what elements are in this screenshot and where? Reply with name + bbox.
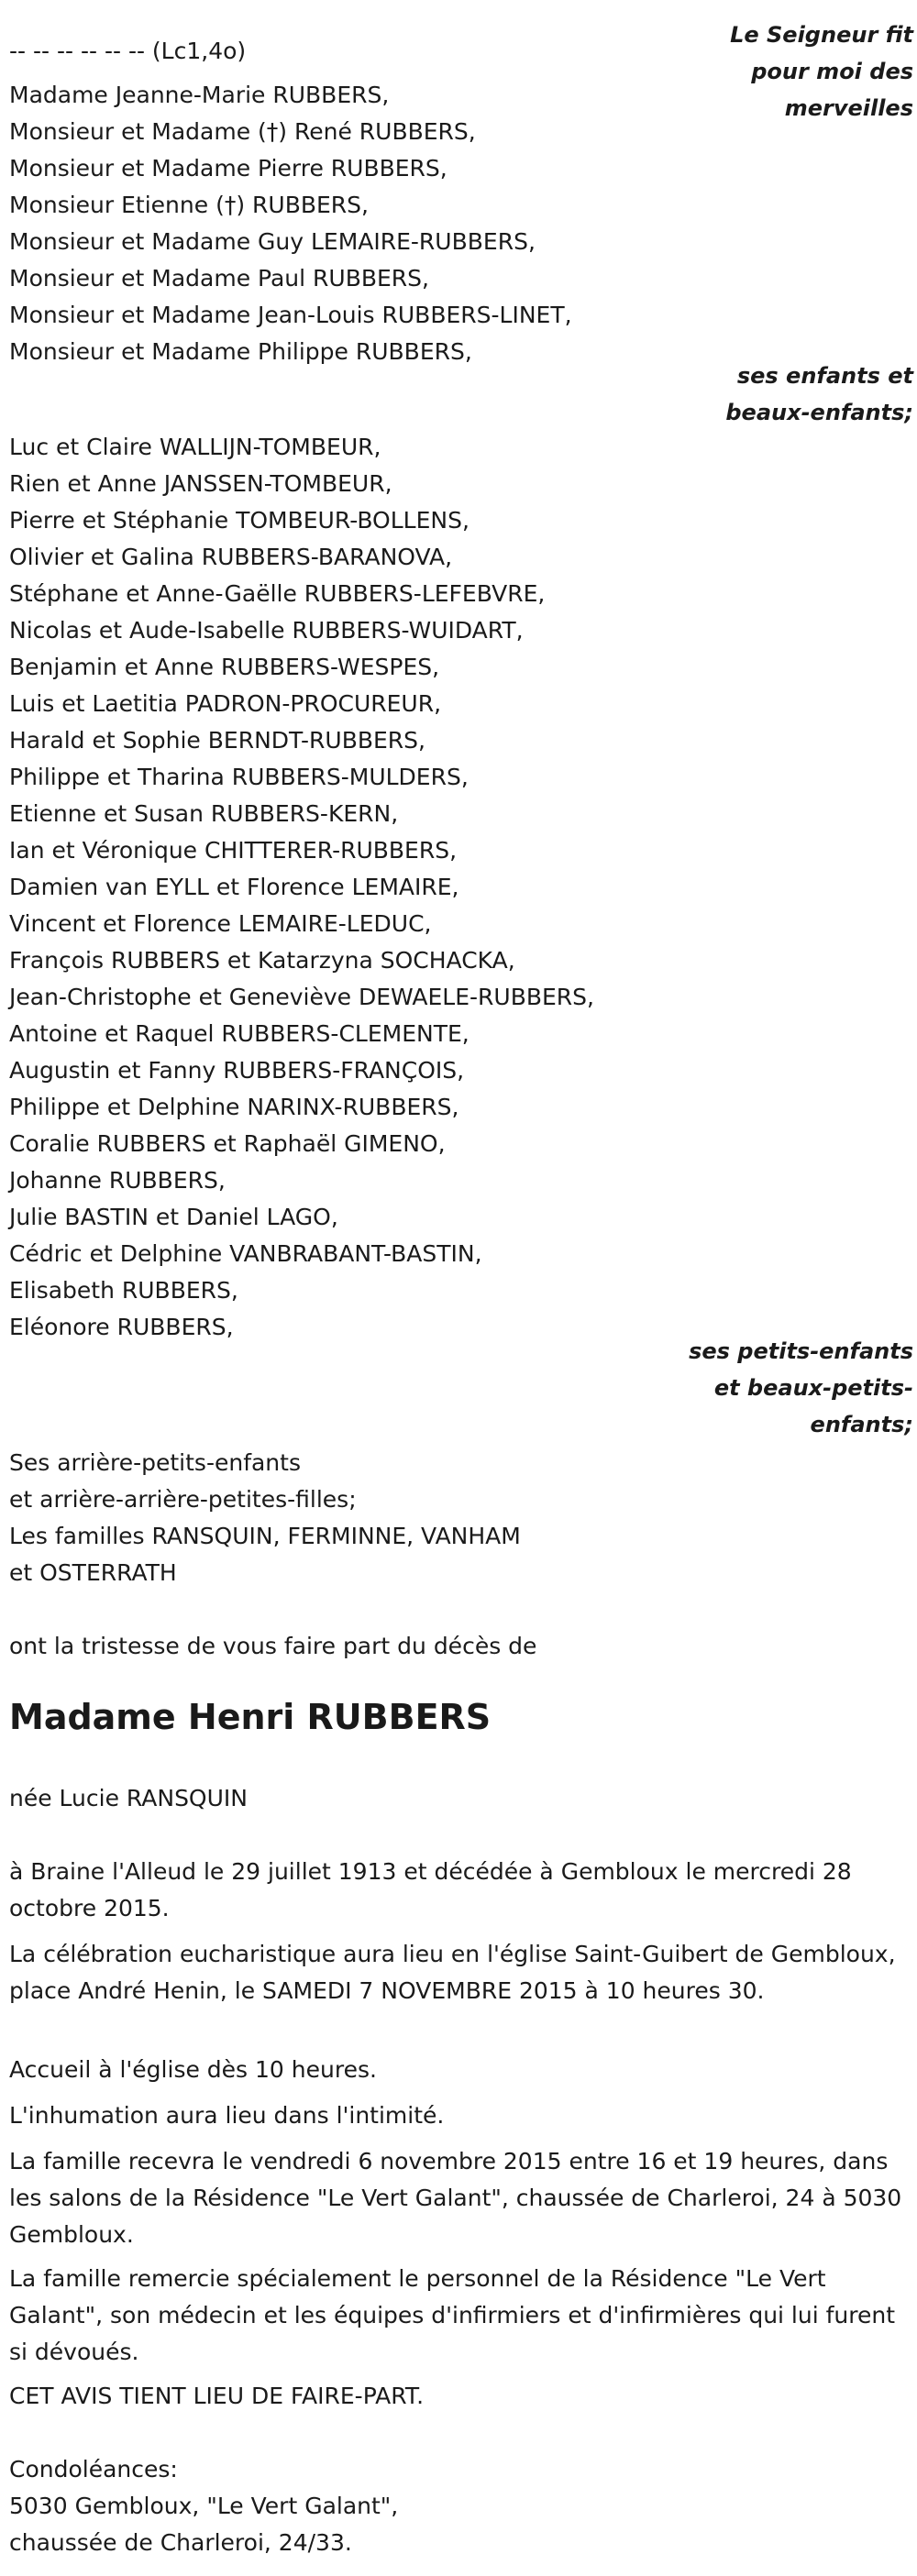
family-line: Damien van EYLL et Florence LEMAIRE, — [9, 874, 459, 900]
family-line: Elisabeth RUBBERS, — [9, 1277, 238, 1304]
family-line: Monsieur et Madame Paul RUBBERS, — [9, 265, 429, 292]
thanks-paragraph: La famille remercie spécialement le personnel de la Résidence "Le Vert Galant", son médecin et les équipes d'infirmiers et d'infirmières qui lui furent si dévoués. — [9, 2265, 896, 2365]
family-line: Ian et Véronique CHITTERER-RUBBERS, — [9, 837, 458, 864]
family-line: Madame Jeanne-Marie RUBBERS, — [9, 82, 390, 108]
condolences-address: 5030 Gembloux, "Le Vert Galant", — [9, 2493, 399, 2519]
verse-line: ses enfants et — [736, 363, 913, 389]
family-line: Les familles RANSQUIN, FERMINNE, VANHAM — [9, 1523, 521, 1549]
family-line: Monsieur et Madame Pierre RUBBERS, — [9, 155, 447, 182]
family-line: Harald et Sophie BERNDT-RUBBERS, — [9, 727, 425, 754]
family-line: et arrière-arrière-petites-filles; — [9, 1486, 357, 1513]
ceremony-details: La célébration eucharistique aura lieu en l'église Saint-Guibert de Gembloux, place André Henin, le SAMEDI 7 NOVEMBRE 2015 à 10 heures 30. — [9, 1941, 896, 2004]
verse-line: merveilles — [784, 95, 913, 121]
family-line: Monsieur et Madame Guy LEMAIRE-RUBBERS, — [9, 228, 536, 255]
family-line: Eléonore RUBBERS, — [9, 1314, 234, 1340]
family-line: Monsieur et Madame Philippe RUBBERS, — [9, 338, 472, 365]
family-line: Olivier et Galina RUBBERS-BARANOVA, — [9, 544, 453, 570]
verse-line: pour moi des — [751, 59, 913, 84]
verse-seigneur — [730, 17, 913, 127]
family-line: Monsieur et Madame (†) René RUBBERS, — [9, 118, 476, 145]
verse-line: enfants; — [810, 1412, 913, 1437]
condolences-address: chaussée de Charleroi, 24/33. — [9, 2529, 352, 2556]
condolences-heading: Condoléances: — [9, 2456, 178, 2482]
header-code: -- -- -- -- -- -- (Lc1,4o) — [9, 38, 247, 64]
family-line: Coralie RUBBERS et Raphaël GIMENO, — [9, 1130, 446, 1157]
birth-name: née Lucie RANSQUIN — [9, 1785, 248, 1811]
family-line: Luis et Laetitia PADRON-PROCUREUR, — [9, 690, 442, 717]
family-line: Etienne et Susan RUBBERS-KERN, — [9, 800, 399, 827]
family-line: Cédric et Delphine VANBRABANT-BASTIN, — [9, 1240, 482, 1267]
family-line: et OSTERRATH — [9, 1559, 177, 1586]
visitation-details: La famille recevra le vendredi 6 novembre 2015 entre 16 et 19 heures, dans les salons de la Résidence "Le Vert Galant", chaussée de Charleroi, 24 à 5030 Gembloux. — [9, 2148, 902, 2248]
family-line: François RUBBERS et Katarzyna SOCHACKA, — [9, 947, 515, 974]
family-line: Vincent et Florence LEMAIRE-LEDUC, — [9, 910, 432, 937]
family-line: Pierre et Stéphanie TOMBEUR-BOLLENS, — [9, 507, 470, 534]
family-line: Stéphane et Anne-Gaëlle RUBBERS-LEFEBVRE, — [9, 580, 546, 607]
family-line: Philippe et Tharina RUBBERS-MULDERS, — [9, 764, 469, 790]
family-line: Jean-Christophe et Geneviève DEWAELE-RUBBERS, — [9, 984, 594, 1010]
verse-line: beaux-enfants; — [725, 400, 913, 425]
family-line: Benjamin et Anne RUBBERS-WESPES, — [9, 654, 440, 680]
family-line: Julie BASTIN et Daniel LAGO, — [9, 1204, 338, 1230]
verse-line: et beaux-petits- — [713, 1375, 913, 1401]
family-line: Johanne RUBBERS, — [9, 1167, 226, 1194]
verse-line: Le Seigneur fit — [730, 22, 913, 48]
burial-details: L'inhumation aura lieu dans l'intimité. — [9, 2102, 445, 2129]
verse-petits-enfants — [689, 1333, 913, 1443]
verse-enfants — [725, 358, 913, 431]
deceased-name: Madame Henri RUBBERS — [9, 1697, 492, 1737]
family-line: Rien et Anne JANSSEN-TOMBEUR, — [9, 470, 392, 497]
family-line: Antoine et Raquel RUBBERS-CLEMENTE, — [9, 1020, 470, 1047]
verse-line: ses petits-enfants — [689, 1338, 913, 1364]
reception-details: Accueil à l'église dès 10 heures. — [9, 2056, 377, 2083]
family-line: Augustin et Fanny RUBBERS-FRANÇOIS, — [9, 1057, 465, 1084]
family-line: Monsieur et Madame Jean-Louis RUBBERS-LINET, — [9, 302, 572, 328]
family-line: Ses arrière-petits-enfants — [9, 1449, 301, 1476]
announcement: ont la tristesse de vous faire part du décès de — [9, 1633, 537, 1659]
family-line: Philippe et Delphine NARINX-RUBBERS, — [9, 1094, 459, 1120]
family-line: Nicolas et Aude-Isabelle RUBBERS-WUIDART, — [9, 617, 524, 644]
family-line: Monsieur Etienne (†) RUBBERS, — [9, 192, 369, 218]
faire-part-notice: CET AVIS TIENT LIEU DE FAIRE-PART. — [9, 2383, 425, 2409]
family-line: Luc et Claire WALLIJN-TOMBEUR, — [9, 434, 381, 460]
death-details: à Braine l'Alleud le 29 juillet 1913 et décédée à Gembloux le mercredi 28 octobre 2015. — [9, 1858, 852, 1921]
